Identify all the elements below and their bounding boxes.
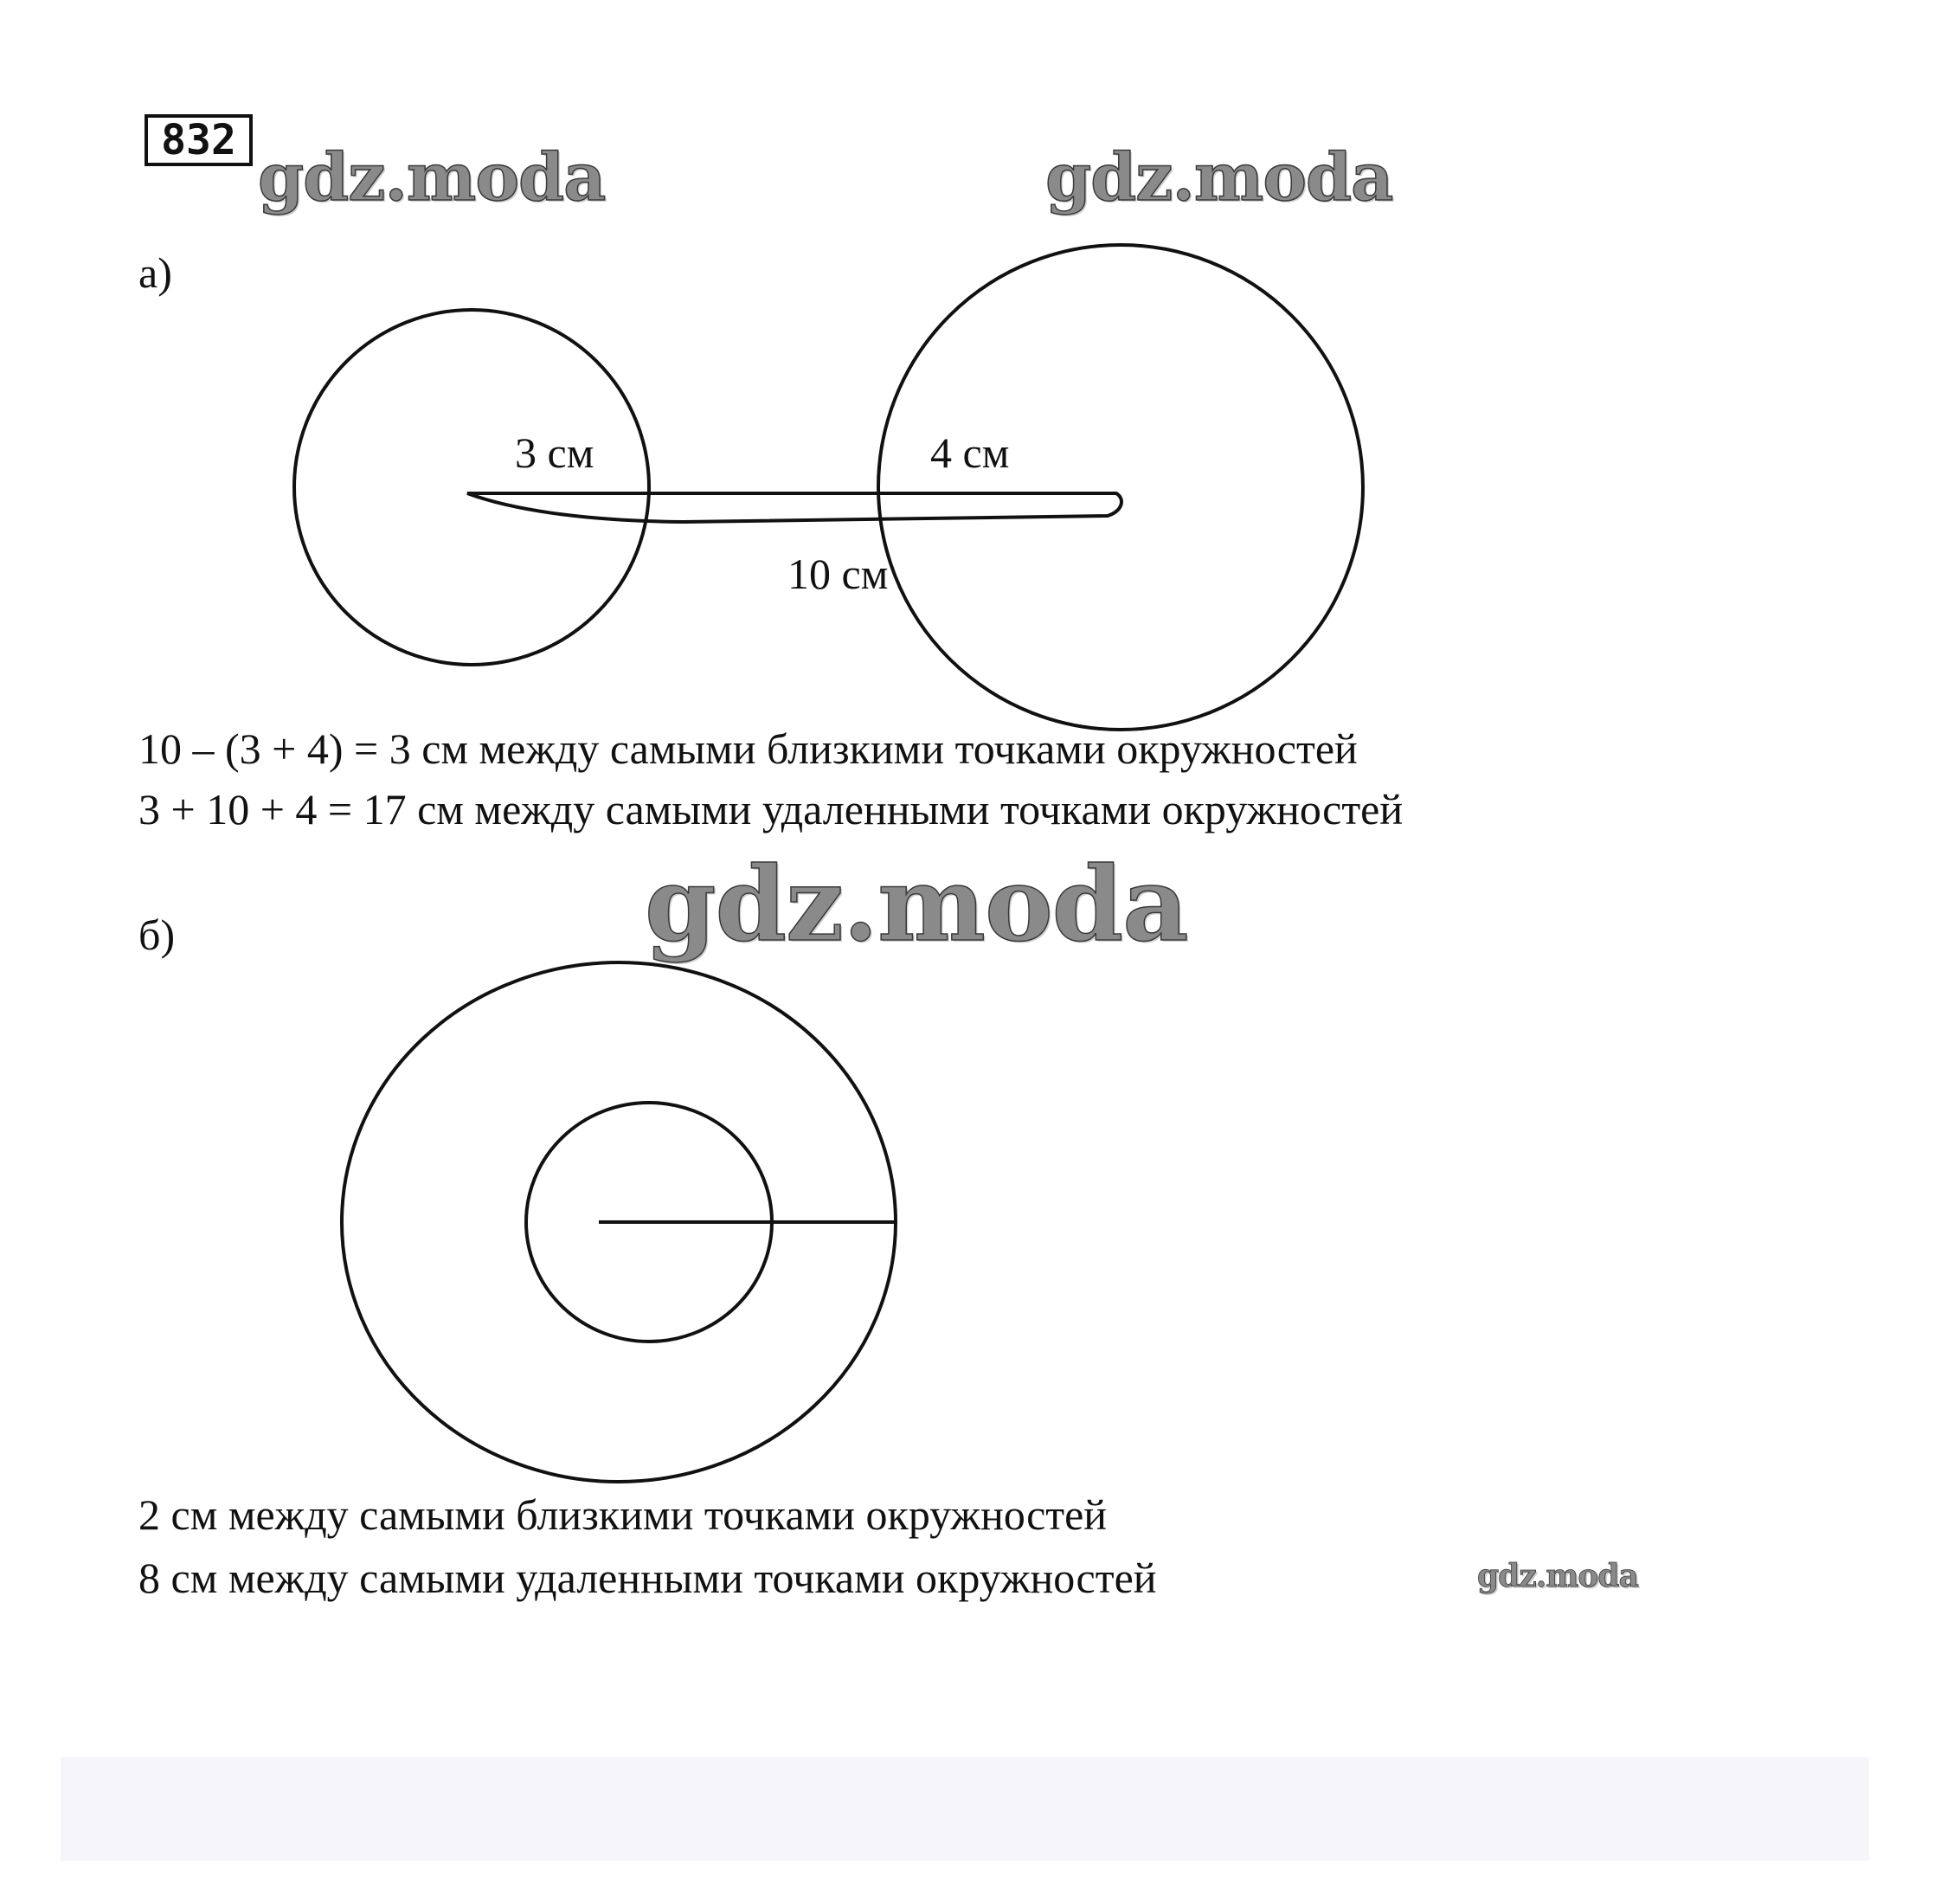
part-b-label: б) bbox=[138, 911, 176, 959]
part-a-result-line: 10 – (3 + 4) = 3 см между самыми близкими точками окружностей bbox=[138, 724, 1358, 773]
task-number-box: 832 bbox=[145, 114, 253, 166]
distance-label: 10 см bbox=[787, 550, 889, 598]
part-b-result-line: 8 см между самыми удаленными точками окружностей bbox=[138, 1554, 1157, 1602]
watermark: gdz.moda bbox=[258, 138, 606, 216]
radius-label-large: 4 см bbox=[930, 428, 1010, 477]
small-circle bbox=[294, 310, 649, 665]
part-a-label: а) bbox=[138, 248, 172, 297]
part-b-result-line: 2 см между самыми близкими точками окружностей bbox=[138, 1490, 1108, 1539]
diagram-part-a bbox=[294, 245, 1363, 730]
watermark: gdz.moda bbox=[1045, 138, 1393, 216]
watermark: gdz.moda bbox=[645, 844, 1188, 964]
watermark: gdz.moda bbox=[1477, 1558, 1638, 1594]
large-circle bbox=[878, 245, 1363, 730]
radius-label-small: 3 см bbox=[515, 428, 594, 477]
center-distance-segment bbox=[467, 493, 1121, 522]
diagram-part-b bbox=[342, 962, 896, 1482]
part-a-result-line: 3 + 10 + 4 = 17 см между самыми удаленными точками окружностей bbox=[138, 785, 1404, 833]
